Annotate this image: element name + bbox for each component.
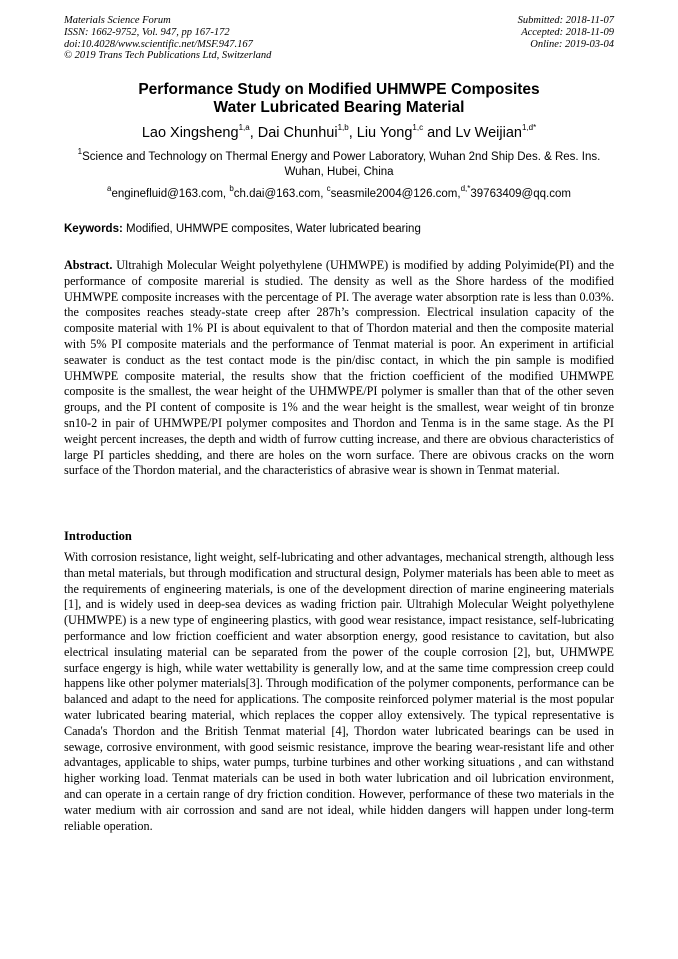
email-address: enginefluid@163.com bbox=[111, 188, 223, 200]
online-date: Online: 2019-03-04 bbox=[530, 38, 614, 50]
author-affiliation-mark: 1,a bbox=[238, 123, 250, 133]
title-line-2: Water Lubricated Bearing Material bbox=[213, 99, 465, 116]
introduction-text: With corrosion resistance, light weight, self-lubricating and other advantages, mechanical strength, although less than metal materials, but through modification and structural design, Polymer materials has been able to meet as the requirements of engineering materials, is one of the development direction of marine engineering materials [1], and is widely used in deep-sea devices as wading friction pair. Ultrahigh Molecular Weight polyethylene (UHMWPE) is a new type of engineering plastics, with good wear resistance, impact resistance, self-lubricating performance and low friction coefficient and water absorption energy, good resistance to cavitation, but also electrical insulating material can be separated from the power of the couple corrosion [2], but, UHMWPE surface engergy is high, while water wettability is generally low, and at the same time compression creep could happens like other polymer materials[3]. Through modification of the polymer components, performance can be balanced and adapt to the need for applications. The composite reinforced polymer material is the most popular water lubricated bearing material, which replaces the copper alloy extensively. The typical representative is Canada's Thordon and the British Tenmat material [4], Thordon water lubricated bearings can be used in sewage, corrosive environment, with good seismic resistance, improve the bearing wear-resistant life and other advantages, applicable to ships, water pumps, turbine turbines and other working situations , and can withstand higher working load. Tenmat materials can be used in both water lubrication and oil lubrication environment, and can operate in a certain range of dry friction condition. However, performance of these two materials in the water medium with air corrossion and sand are not ideal, while hidden dangers will happen under long-term reliable operation. bbox=[64, 550, 614, 833]
introduction-heading: Introduction bbox=[64, 529, 132, 543]
email-separator: , bbox=[222, 188, 230, 200]
paper-title bbox=[0, 81, 678, 117]
email-mark: d,* bbox=[460, 184, 471, 194]
email-address: 39763409@qq.com bbox=[470, 188, 571, 200]
author-list bbox=[0, 124, 678, 142]
author-affiliation-mark: 1,d* bbox=[521, 123, 537, 133]
email-separator: , bbox=[457, 188, 461, 200]
author-affiliation-mark: 1,b bbox=[337, 123, 349, 133]
author-separator: , bbox=[249, 125, 258, 141]
keywords-label: Keywords: bbox=[64, 223, 123, 235]
email-mark: b bbox=[229, 184, 234, 194]
journal-name: Materials Science Forum bbox=[64, 15, 171, 26]
email-mark: c bbox=[326, 184, 331, 194]
affiliation-text: Science and Technology on Thermal Energy and Power Laboratory, Wuhan 2nd Ship Des. & Res. Ins. Wuhan, Hubei, China bbox=[82, 151, 601, 178]
abstract bbox=[64, 258, 614, 479]
email-mark: a bbox=[107, 184, 112, 194]
journal-issn: ISSN: 1662-9752, Vol. 947, pp 167-172 bbox=[64, 26, 230, 38]
author-affiliation-mark: 1,c bbox=[412, 123, 424, 133]
journal-copyright: © 2019 Trans Tech Publications Ltd, Switzerland bbox=[64, 50, 272, 62]
keywords bbox=[64, 222, 614, 236]
abstract-label: Abstract. bbox=[64, 258, 113, 272]
author-separator: , bbox=[348, 125, 357, 141]
submitted-date: Submitted: 2018-11-07 bbox=[517, 15, 614, 26]
email-address: ch.dai@163.com bbox=[233, 188, 321, 200]
author-emails bbox=[0, 184, 678, 201]
author-name: Liu Yong bbox=[356, 125, 413, 141]
affiliation bbox=[64, 147, 614, 180]
affiliation-mark: 1 bbox=[77, 147, 83, 157]
author-name: Lao Xingsheng bbox=[141, 125, 239, 141]
author-name: Dai Chunhui bbox=[257, 125, 338, 141]
journal-info bbox=[64, 15, 271, 62]
author-separator: and bbox=[423, 125, 456, 141]
email-separator: , bbox=[320, 188, 327, 200]
publication-dates bbox=[518, 15, 614, 50]
title-line-1: Performance Study on Modified UHMWPE Composites bbox=[138, 81, 540, 98]
abstract-text: Ultrahigh Molecular Weight polyethylene (UHMWPE) is modified by adding Polyimide(PI) and the performance of composite marerial is studied. The density as well as the Shore hardess of the modified UHMWPE composite increases with the percentage of PI. The average water absorption rate is less than 0.03%. the composites reaches steady-state creep after 287h’s compression. Electrical insulation capacity of the composite material with 1% PI is about equivalent to that of Thordon material and then the composite material with 5% PI composite materials and the performance of Tenmat material is poor. An experiment in artificial seawater is conduct as the test contact mode is the pin/disc contact, in which the pin sample is modified UHMWPE composite material, the results show that the friction coefficient of the modified UHMWPE composite is the smallest, the wear height of the UHMWPE/PI polymer is smaller than that of the other seven groups, and the PI content of composite is 1% and the wear height is the smallest, wear weight of tin bronze sn10-2 in pair of UHMWPE/PI polymer composites and Thordon and Tenma is in the same stage. As the PI weight percent increases, the depth and width of furrow cutting increase, and there are obvious characteristics of large PI particles shedding, and there are holes on the worn surface. There are obivous cracks on the worn surface of the Thordon material, and the characteristics of abrasive wear is shown in Tenmat material. bbox=[64, 258, 614, 478]
journal-doi: doi:10.4028/www.scientific.net/MSF.947.167 bbox=[64, 38, 253, 50]
author-name: Lv Weijian bbox=[455, 125, 522, 141]
email-address: seasmile2004@126.com bbox=[330, 188, 458, 200]
keywords-text: Modified, UHMWPE composites, Water lubricated bearing bbox=[122, 223, 421, 235]
accepted-date: Accepted: 2018-11-09 bbox=[521, 26, 614, 38]
